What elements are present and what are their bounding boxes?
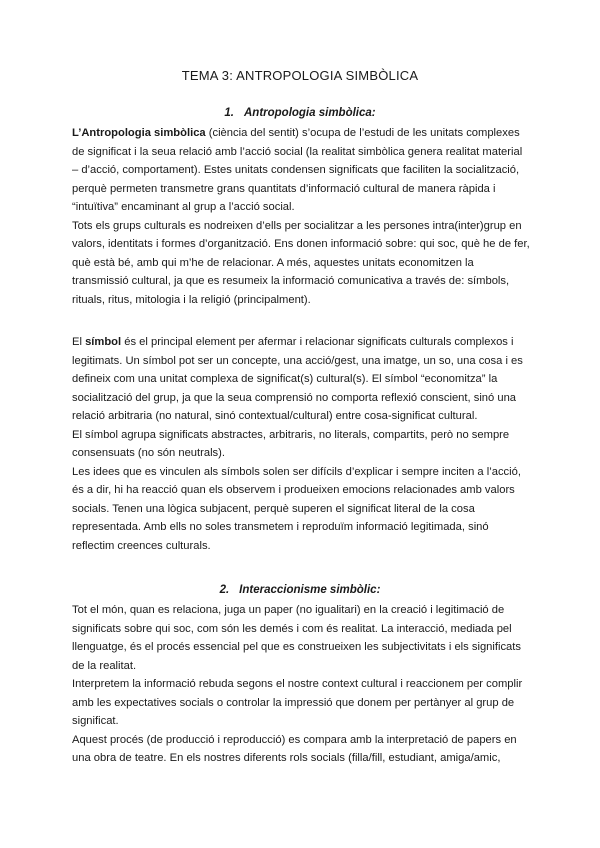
text-line: significats sobre qui soc, com són les demés i com és realitat. La interacció, mediada pel xyxy=(72,622,512,635)
text-line xyxy=(72,333,530,352)
text-line: socials. Tenen una lògica subjacent, perquè superen el significat literal de la cosa xyxy=(72,502,475,515)
line-text: és el principal element per afermar i relacionar significats culturals complexos i xyxy=(121,336,514,348)
text-line: “intuïtiva” encaminant al grup a l’acció social. xyxy=(72,201,295,213)
bold-term: L’Antropologia simbòlica xyxy=(72,127,206,139)
section-heading-2 xyxy=(0,584,600,596)
text-line: representada. Amb ells no soles transmetem i reproduïm informació legitimada, sinó xyxy=(72,521,489,533)
section-number: 1. xyxy=(224,107,234,119)
text-line: Aquest procés (de producció i reproducció) es compara amb la interpretació de papers en xyxy=(72,733,517,746)
text-line: Tot el món, quan es relaciona, juga un paper (no igualitari) en la creació i legitimació de xyxy=(72,604,505,616)
text-line: transmissió cultural, ja que es resumeix la informació comunicativa a través de: símbols, xyxy=(72,275,510,287)
text-line: rituals, ritus, mitologia i la religió (principalment). xyxy=(72,293,311,306)
text-line: llenguatge, és el procés essencial pel que es construeixen les subjectivitats i els significats xyxy=(72,641,521,653)
text-line: de significat i la seua relació amb l’acció social (la realitat simbòlica genera realitat material xyxy=(72,145,523,158)
text-line xyxy=(72,124,530,143)
text-line: significat. xyxy=(72,715,119,727)
section-title: Antropologia simbòlica: xyxy=(243,107,376,119)
section-number: 2. xyxy=(219,584,230,596)
text-line: què està bé, amb qui m’he de relacionar. A més, aquestes unitats economitzen la xyxy=(72,256,474,269)
section-2-paragraph xyxy=(72,601,530,768)
text-line: socialització del grup, ja que la seua comprensió no comporta reflexió conscient, sinó una xyxy=(72,391,517,404)
bold-term: símbol xyxy=(85,336,122,348)
document-title: TEMA 3: ANTROPOLOGIA SIMBÒLICA xyxy=(181,68,419,83)
text-line: El símbol agrupa significats abstractes, arbitraris, no literals, compartits, però no sempre xyxy=(72,428,510,441)
section-1-paragraph xyxy=(72,124,530,309)
text-line: és a dir, hi ha reacció quan els observem i produeixen emocions relacionades amb valors xyxy=(72,484,515,496)
text-line: Interpretem la informació rebuda segons el nostre context cultural i reaccionem per complir xyxy=(72,678,523,690)
text-line: reflectim creences culturals. xyxy=(72,539,211,552)
text-line: defineix com una unitat complexa de significat(s) cultural(s). El símbol “economitza” la xyxy=(72,373,498,385)
text-line: – d’acció, comportament). Estes unitats condensen significats que faciliten la socialització, xyxy=(72,164,520,176)
section-title: Interaccionisme simbòlic: xyxy=(239,584,381,596)
section-heading-1 xyxy=(0,107,600,119)
text-line: relació arbitraria (no natural, sinó contextual/cultural) entre cosa-significat cultural. xyxy=(72,410,478,422)
text-line: valors, identitats i formes d’organització. Ens donen informació sobre: qui soc, què he de fer, xyxy=(72,238,530,250)
text-line: legitimats. Un símbol pot ser un concepte, una acció/gest, una imatge, un so, una cosa i es xyxy=(72,354,523,367)
line-text: (ciència del sentit) s’ocupa de l’estudi de les unitats complexes xyxy=(205,127,520,139)
text-line: perquè permeten transmetre grans quantitats d’informació cultural de manera ràpida i xyxy=(72,182,496,195)
text-line: de la realitat. xyxy=(72,659,137,672)
text-line: consensuats (no són neutrals). xyxy=(72,447,225,459)
text-line: una obra de teatre. En els nostres diferents rols socials (filla/fill, estudiant, amiga/amic, xyxy=(72,752,501,764)
text-line: amb les expectatives socials o controlar la impressió que donem per pertànyer al grup de xyxy=(72,696,515,709)
symbol-paragraph xyxy=(72,333,530,555)
text-line: Tots els grups culturals es nodreixen d’ells per socialitzar a les persones intra(inter)grup en xyxy=(72,219,522,232)
text-line: Les idees que es vinculen als símbols solen ser difícils d’explicar i sempre inciten a l’acció, xyxy=(72,465,521,478)
line-prefix: El xyxy=(72,336,86,348)
